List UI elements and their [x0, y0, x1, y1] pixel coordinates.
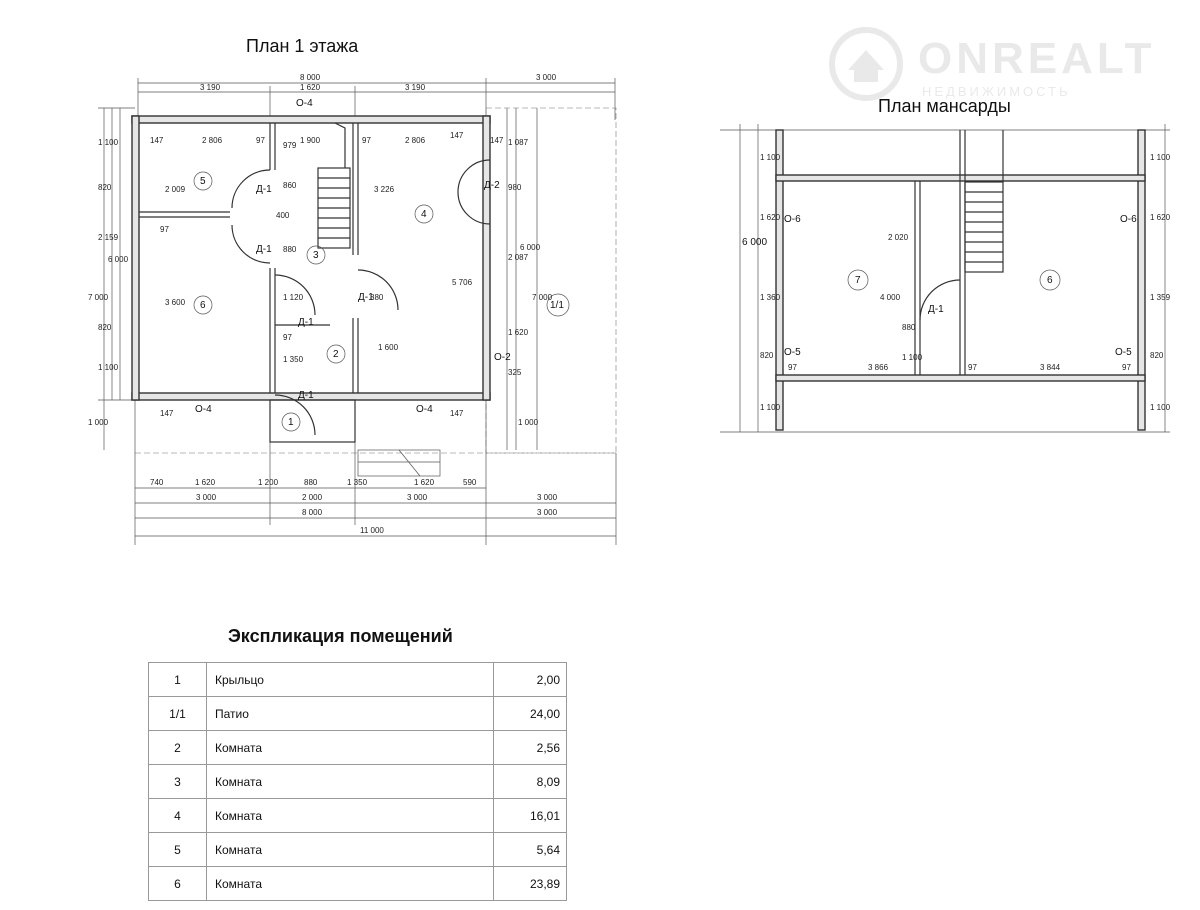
- door-mark: Д-1: [256, 184, 272, 195]
- table-row: [149, 833, 567, 867]
- dim-label: 6 000: [742, 237, 768, 248]
- dim-label: 880: [902, 323, 916, 332]
- dim-label: 97: [283, 333, 292, 342]
- dim-label: 1 100: [1150, 403, 1171, 412]
- dim-label: 1 120: [283, 293, 304, 302]
- room-no: 1: [149, 663, 207, 697]
- dim-label: 97: [1122, 363, 1131, 372]
- table-row: [149, 799, 567, 833]
- dim-label: 2 009: [165, 185, 186, 194]
- dim-label: 1 100: [902, 353, 923, 362]
- table-row: [149, 765, 567, 799]
- dim-label: 147: [450, 409, 464, 418]
- dim-label: 1 100: [98, 363, 119, 372]
- dim-label: 1 620: [508, 328, 529, 337]
- dim-label: 820: [1150, 351, 1164, 360]
- room-area: 24,00: [494, 697, 567, 731]
- dim-label: 1 100: [760, 403, 781, 412]
- dim-label: 3 000: [537, 493, 558, 502]
- room-no: 6: [149, 867, 207, 901]
- dim-label: 1 100: [760, 153, 781, 162]
- dim-label: 1 900: [300, 136, 321, 145]
- dim-label: 820: [760, 351, 774, 360]
- dim-label: 97: [160, 225, 169, 234]
- room-name: Крыльцо: [207, 663, 494, 697]
- watermark-text: ONREALT: [918, 34, 1156, 83]
- room-number: 6: [200, 300, 206, 311]
- dim-label: 979: [283, 141, 297, 150]
- room-area: 16,01: [494, 799, 567, 833]
- window-mark: О-5: [784, 347, 801, 358]
- dim-label: 880: [304, 478, 318, 487]
- dim-label: 2 159: [98, 233, 119, 242]
- window-mark: О-2: [494, 352, 511, 363]
- window-mark: О-6: [784, 214, 801, 225]
- dim-label: 1 200: [258, 478, 279, 487]
- room-name: Комната: [207, 731, 494, 765]
- dim-label: 325: [508, 368, 522, 377]
- dim-label: 1 000: [518, 418, 539, 427]
- window-mark: О-4: [195, 404, 212, 415]
- dim-label: 4 000: [880, 293, 901, 302]
- room-name: Комната: [207, 765, 494, 799]
- dim-label: 97: [362, 136, 371, 145]
- room-name: Комната: [207, 867, 494, 901]
- door-mark: Д-1: [358, 292, 374, 303]
- room-number: 5: [200, 176, 206, 187]
- dim-label: 147: [160, 409, 174, 418]
- door-mark: Д-2: [484, 180, 500, 191]
- dim-label: 11 000: [360, 526, 384, 535]
- room-number: 1: [288, 417, 294, 428]
- room-area: 23,89: [494, 867, 567, 901]
- dim-label: 7 000: [88, 293, 109, 302]
- plan1-title: План 1 этажа: [246, 36, 359, 56]
- plan1-inner-dims: [150, 131, 504, 418]
- room-number: 7: [855, 275, 861, 286]
- dim-label: 7 000: [532, 293, 553, 302]
- plan1-right-dims: [508, 138, 553, 427]
- dim-label: 2 806: [405, 136, 426, 145]
- dim-label: 2 087: [508, 253, 529, 262]
- dim-label: 2 020: [888, 233, 909, 242]
- dim-label: 1 620: [1150, 213, 1171, 222]
- dim-label: 820: [98, 323, 112, 332]
- dim-label: 2 000: [302, 493, 323, 502]
- explication-table: [148, 662, 567, 901]
- dim-label: 3 000: [196, 493, 217, 502]
- table-row: [149, 663, 567, 697]
- room-number: 3: [313, 250, 319, 261]
- dim-label: 1 100: [1150, 153, 1171, 162]
- dim-label: 8 000: [300, 73, 321, 82]
- dim-label: 740: [150, 478, 164, 487]
- door-mark: Д-1: [298, 390, 314, 401]
- watermark-subtext: НЕДВИЖИМОСТЬ: [922, 84, 1071, 99]
- plan2-title: План мансарды: [878, 96, 1011, 116]
- room-number: 1/1: [550, 300, 564, 311]
- dim-label: 97: [256, 136, 265, 145]
- dim-label: 1 350: [283, 355, 304, 364]
- dim-label: 97: [788, 363, 797, 372]
- dim-label: 1 000: [88, 418, 109, 427]
- door-mark: Д-1: [298, 317, 314, 328]
- dim-label: 590: [463, 478, 477, 487]
- plan1-left-dims: [88, 138, 129, 427]
- dim-label: 1 350: [347, 478, 368, 487]
- window-mark: О-4: [296, 98, 313, 109]
- dim-label: 5 706: [452, 278, 473, 287]
- dim-label: 1 620: [414, 478, 435, 487]
- room-area: 2,00: [494, 663, 567, 697]
- dim-label: 1 087: [508, 138, 529, 147]
- room-area: 8,09: [494, 765, 567, 799]
- dim-label: 147: [490, 136, 504, 145]
- dim-label: 1 100: [98, 138, 119, 147]
- dim-label: 6 000: [520, 243, 541, 252]
- dim-label: 1 620: [760, 213, 781, 222]
- dim-label: 1 620: [300, 83, 321, 92]
- room-area: 5,64: [494, 833, 567, 867]
- dim-label: 1 360: [760, 293, 781, 302]
- dim-label: 880: [283, 245, 297, 254]
- room-name: Комната: [207, 833, 494, 867]
- dim-label: 3 000: [537, 508, 558, 517]
- room-no: 1/1: [149, 697, 207, 731]
- window-mark: О-5: [1115, 347, 1132, 358]
- room-number: 4: [421, 209, 427, 220]
- dim-label: 400: [276, 211, 290, 220]
- room-area: 2,56: [494, 731, 567, 765]
- window-mark: О-6: [1120, 214, 1137, 225]
- dim-label: 3 226: [374, 185, 395, 194]
- dim-label: 3 000: [407, 493, 428, 502]
- dim-label: 880: [370, 293, 384, 302]
- dim-label: 3 000: [536, 73, 557, 82]
- door-mark: Д-1: [256, 244, 272, 255]
- room-name: Патио: [207, 697, 494, 731]
- dim-label: 147: [150, 136, 164, 145]
- table-row: [149, 731, 567, 765]
- room-no: 2: [149, 731, 207, 765]
- dim-label: 3 600: [165, 298, 186, 307]
- window-mark: О-4: [416, 404, 433, 415]
- room-no: 5: [149, 833, 207, 867]
- dim-label: 3 866: [868, 363, 889, 372]
- table-row: [149, 867, 567, 901]
- dim-label: 97: [968, 363, 977, 372]
- room-no: 4: [149, 799, 207, 833]
- room-number: 2: [333, 349, 339, 360]
- room-no: 3: [149, 765, 207, 799]
- dim-label: 860: [283, 181, 297, 190]
- dim-label: 3 844: [1040, 363, 1061, 372]
- dim-label: 8 000: [302, 508, 323, 517]
- dim-label: 1 359: [1150, 293, 1171, 302]
- explication-title: Экспликация помещений: [228, 626, 453, 646]
- room-name: Комната: [207, 799, 494, 833]
- room-number: 6: [1047, 275, 1053, 286]
- door-mark: Д-1: [928, 304, 944, 315]
- dim-label: 3 190: [405, 83, 426, 92]
- dim-label: 6 000: [108, 255, 129, 264]
- dim-label: 980: [508, 183, 522, 192]
- dim-label: 147: [450, 131, 464, 140]
- dim-label: 1 620: [195, 478, 216, 487]
- dim-label: 1 600: [378, 343, 399, 352]
- dim-label: 3 190: [200, 83, 221, 92]
- dim-label: 820: [98, 183, 112, 192]
- table-row: [149, 697, 567, 731]
- dim-label: 2 806: [202, 136, 223, 145]
